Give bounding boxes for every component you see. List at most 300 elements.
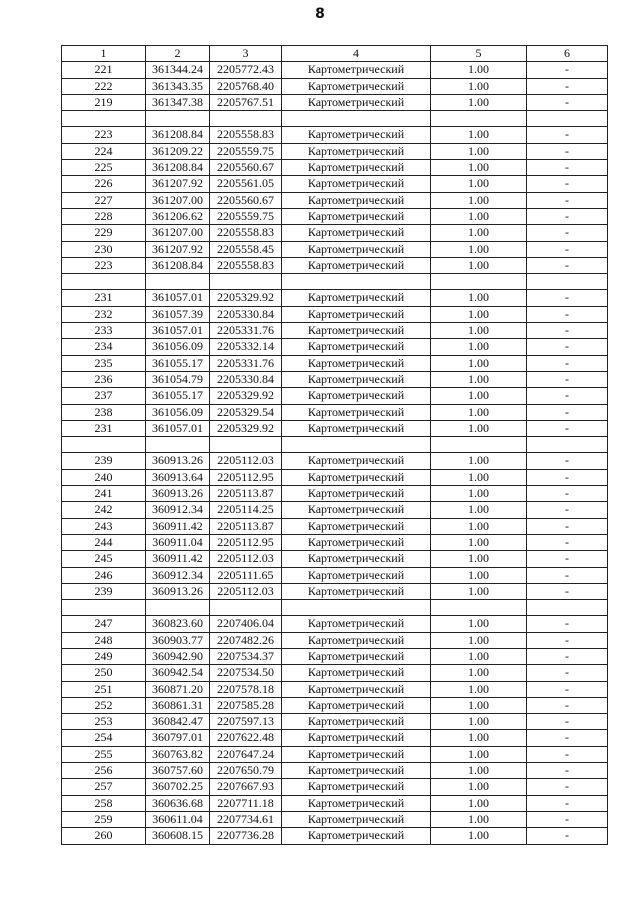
- table-row: [62, 828, 608, 844]
- table-row: [62, 143, 608, 159]
- description-cell: -: [527, 127, 608, 143]
- accuracy-cell: 1.00: [431, 551, 527, 567]
- accuracy-cell: 1.00: [431, 143, 527, 159]
- x-coordinate-cell: 361057.01: [146, 323, 210, 339]
- point-number-cell: 236: [62, 371, 146, 387]
- x-coordinate-cell: 361206.62: [146, 208, 210, 224]
- x-coordinate-cell: 361208.84: [146, 127, 210, 143]
- method-cell: Картометрический: [282, 241, 431, 257]
- accuracy-cell: [431, 437, 527, 453]
- y-coordinate-cell: 2207650.79: [210, 763, 282, 779]
- point-number-cell: 223: [62, 257, 146, 273]
- accuracy-cell: 1.00: [431, 779, 527, 795]
- method-cell: Картометрический: [282, 371, 431, 387]
- accuracy-cell: 1.00: [431, 355, 527, 371]
- accuracy-cell: 1.00: [431, 176, 527, 192]
- x-coordinate-cell: 360942.54: [146, 665, 210, 681]
- accuracy-cell: 1.00: [431, 795, 527, 811]
- table-row: [62, 746, 608, 762]
- x-coordinate-cell: 360763.82: [146, 746, 210, 762]
- y-coordinate-cell: [210, 111, 282, 127]
- x-coordinate-cell: 360871.20: [146, 681, 210, 697]
- y-coordinate-cell: 2207578.18: [210, 681, 282, 697]
- method-cell: Картометрический: [282, 469, 431, 485]
- accuracy-cell: 1.00: [431, 127, 527, 143]
- point-number-cell: 246: [62, 567, 146, 583]
- y-coordinate-cell: 2205330.84: [210, 371, 282, 387]
- point-number-cell: 221: [62, 62, 146, 78]
- table-row: [62, 665, 608, 681]
- y-coordinate-cell: 2205329.54: [210, 404, 282, 420]
- description-cell: -: [527, 241, 608, 257]
- y-coordinate-cell: 2205558.45: [210, 241, 282, 257]
- y-coordinate-cell: 2205329.92: [210, 388, 282, 404]
- point-number-cell: 241: [62, 486, 146, 502]
- method-cell: Картометрический: [282, 730, 431, 746]
- x-coordinate-cell: 360608.15: [146, 828, 210, 844]
- method-cell: Картометрический: [282, 486, 431, 502]
- point-number-cell: 225: [62, 160, 146, 176]
- x-coordinate-cell: 360911.42: [146, 518, 210, 534]
- point-number-cell: 254: [62, 730, 146, 746]
- y-coordinate-cell: 2205768.40: [210, 78, 282, 94]
- table-row: [62, 62, 608, 78]
- y-coordinate-cell: 2205329.92: [210, 420, 282, 436]
- table-row: [62, 420, 608, 436]
- x-coordinate-cell: 360636.68: [146, 795, 210, 811]
- method-cell: Картометрический: [282, 143, 431, 159]
- column-header: 5: [431, 46, 527, 62]
- table-row: [62, 583, 608, 599]
- y-coordinate-cell: 2205331.76: [210, 355, 282, 371]
- method-cell: Картометрический: [282, 160, 431, 176]
- point-number-cell: 245: [62, 551, 146, 567]
- description-cell: [527, 437, 608, 453]
- table-row: [62, 518, 608, 534]
- table-row: [62, 323, 608, 339]
- accuracy-cell: 1.00: [431, 697, 527, 713]
- y-coordinate-cell: 2205558.83: [210, 127, 282, 143]
- point-number-cell: 235: [62, 355, 146, 371]
- point-number-cell: 251: [62, 681, 146, 697]
- x-coordinate-cell: 361055.17: [146, 388, 210, 404]
- accuracy-cell: 1.00: [431, 502, 527, 518]
- method-cell: Картометрический: [282, 763, 431, 779]
- method-cell: Картометрический: [282, 176, 431, 192]
- method-cell: Картометрический: [282, 567, 431, 583]
- table-row: [62, 616, 608, 632]
- description-cell: -: [527, 208, 608, 224]
- description-cell: -: [527, 404, 608, 420]
- y-coordinate-cell: 2205331.76: [210, 323, 282, 339]
- y-coordinate-cell: 2207534.37: [210, 648, 282, 664]
- y-coordinate-cell: 2205330.84: [210, 306, 282, 322]
- accuracy-cell: 1.00: [431, 225, 527, 241]
- accuracy-cell: 1.00: [431, 62, 527, 78]
- accuracy-cell: 1.00: [431, 486, 527, 502]
- x-coordinate-cell: 361057.01: [146, 290, 210, 306]
- table-row: [62, 306, 608, 322]
- accuracy-cell: 1.00: [431, 241, 527, 257]
- description-cell: -: [527, 714, 608, 730]
- table-body: [62, 62, 608, 844]
- accuracy-cell: 1.00: [431, 420, 527, 436]
- x-coordinate-cell: 360911.42: [146, 551, 210, 567]
- point-number-cell: 219: [62, 94, 146, 110]
- y-coordinate-cell: [210, 600, 282, 616]
- x-coordinate-cell: 361207.92: [146, 176, 210, 192]
- table-row: [62, 290, 608, 306]
- description-cell: -: [527, 697, 608, 713]
- x-coordinate-cell: 360913.26: [146, 453, 210, 469]
- method-cell: Картометрический: [282, 127, 431, 143]
- y-coordinate-cell: 2205112.03: [210, 551, 282, 567]
- accuracy-cell: 1.00: [431, 730, 527, 746]
- y-coordinate-cell: 2207734.61: [210, 811, 282, 827]
- point-number-cell: 253: [62, 714, 146, 730]
- table-row: [62, 730, 608, 746]
- accuracy-cell: 1.00: [431, 518, 527, 534]
- point-number-cell: 239: [62, 583, 146, 599]
- description-cell: -: [527, 160, 608, 176]
- x-coordinate-cell: 360757.60: [146, 763, 210, 779]
- accuracy-cell: 1.00: [431, 632, 527, 648]
- accuracy-cell: 1.00: [431, 453, 527, 469]
- accuracy-cell: 1.00: [431, 371, 527, 387]
- y-coordinate-cell: 2205111.65: [210, 567, 282, 583]
- point-number-cell: 243: [62, 518, 146, 534]
- y-coordinate-cell: 2205767.51: [210, 94, 282, 110]
- x-coordinate-cell: 361208.84: [146, 160, 210, 176]
- description-cell: -: [527, 502, 608, 518]
- y-coordinate-cell: 2205560.67: [210, 192, 282, 208]
- y-coordinate-cell: 2205559.75: [210, 208, 282, 224]
- table-row: [62, 714, 608, 730]
- separator-row: [62, 111, 608, 127]
- method-cell: Картометрический: [282, 648, 431, 664]
- description-cell: [527, 600, 608, 616]
- y-coordinate-cell: 2205112.95: [210, 469, 282, 485]
- accuracy-cell: 1.00: [431, 616, 527, 632]
- method-cell: Картометрический: [282, 518, 431, 534]
- x-coordinate-cell: 361343.35: [146, 78, 210, 94]
- description-cell: -: [527, 632, 608, 648]
- description-cell: -: [527, 371, 608, 387]
- point-number-cell: 237: [62, 388, 146, 404]
- description-cell: -: [527, 518, 608, 534]
- accuracy-cell: 1.00: [431, 160, 527, 176]
- table-row: [62, 811, 608, 827]
- method-cell: Картометрический: [282, 746, 431, 762]
- description-cell: [527, 111, 608, 127]
- accuracy-cell: 1.00: [431, 648, 527, 664]
- table-header-row: [62, 46, 608, 62]
- description-cell: -: [527, 62, 608, 78]
- description-cell: -: [527, 616, 608, 632]
- x-coordinate-cell: 360797.01: [146, 730, 210, 746]
- method-cell: [282, 600, 431, 616]
- method-cell: Картометрический: [282, 192, 431, 208]
- accuracy-cell: 1.00: [431, 290, 527, 306]
- point-number-cell: 228: [62, 208, 146, 224]
- x-coordinate-cell: 361054.79: [146, 371, 210, 387]
- accuracy-cell: 1.00: [431, 78, 527, 94]
- method-cell: Картометрический: [282, 534, 431, 550]
- x-coordinate-cell: 360911.04: [146, 534, 210, 550]
- accuracy-cell: 1.00: [431, 323, 527, 339]
- method-cell: Картометрический: [282, 583, 431, 599]
- description-cell: -: [527, 730, 608, 746]
- description-cell: -: [527, 323, 608, 339]
- table-row: [62, 160, 608, 176]
- table-row: [62, 388, 608, 404]
- y-coordinate-cell: 2207647.24: [210, 746, 282, 762]
- accuracy-cell: 1.00: [431, 746, 527, 762]
- table-row: [62, 371, 608, 387]
- table-row: [62, 192, 608, 208]
- point-number-cell: [62, 274, 146, 290]
- coordinates-table: [61, 45, 608, 845]
- accuracy-cell: 1.00: [431, 681, 527, 697]
- point-number-cell: 252: [62, 697, 146, 713]
- x-coordinate-cell: 360913.64: [146, 469, 210, 485]
- method-cell: Картометрический: [282, 714, 431, 730]
- table-row: [62, 681, 608, 697]
- table-row: [62, 225, 608, 241]
- point-number-cell: [62, 111, 146, 127]
- method-cell: Картометрический: [282, 323, 431, 339]
- y-coordinate-cell: 2207711.18: [210, 795, 282, 811]
- table-row: [62, 632, 608, 648]
- x-coordinate-cell: 361347.38: [146, 94, 210, 110]
- point-number-cell: 257: [62, 779, 146, 795]
- table-row: [62, 795, 608, 811]
- x-coordinate-cell: 361207.00: [146, 192, 210, 208]
- description-cell: -: [527, 225, 608, 241]
- x-coordinate-cell: 361207.92: [146, 241, 210, 257]
- accuracy-cell: 1.00: [431, 388, 527, 404]
- point-number-cell: [62, 600, 146, 616]
- point-number-cell: 239: [62, 453, 146, 469]
- x-coordinate-cell: 360912.34: [146, 567, 210, 583]
- description-cell: -: [527, 567, 608, 583]
- point-number-cell: 233: [62, 323, 146, 339]
- point-number-cell: 255: [62, 746, 146, 762]
- description-cell: -: [527, 534, 608, 550]
- y-coordinate-cell: 2205559.75: [210, 143, 282, 159]
- point-number-cell: 227: [62, 192, 146, 208]
- method-cell: Картометрический: [282, 388, 431, 404]
- description-cell: -: [527, 763, 608, 779]
- x-coordinate-cell: 361209.22: [146, 143, 210, 159]
- description-cell: -: [527, 290, 608, 306]
- point-number-cell: 242: [62, 502, 146, 518]
- accuracy-cell: 1.00: [431, 94, 527, 110]
- method-cell: [282, 111, 431, 127]
- y-coordinate-cell: 2207482.26: [210, 632, 282, 648]
- y-coordinate-cell: 2205560.67: [210, 160, 282, 176]
- point-number-cell: 222: [62, 78, 146, 94]
- separator-row: [62, 274, 608, 290]
- x-coordinate-cell: 360913.26: [146, 583, 210, 599]
- description-cell: -: [527, 94, 608, 110]
- point-number-cell: 259: [62, 811, 146, 827]
- method-cell: Картометрический: [282, 257, 431, 273]
- method-cell: Картометрический: [282, 795, 431, 811]
- method-cell: [282, 437, 431, 453]
- point-number-cell: 244: [62, 534, 146, 550]
- table-row: [62, 404, 608, 420]
- accuracy-cell: [431, 274, 527, 290]
- description-cell: [527, 274, 608, 290]
- description-cell: -: [527, 779, 608, 795]
- description-cell: -: [527, 665, 608, 681]
- y-coordinate-cell: 2205329.92: [210, 290, 282, 306]
- y-coordinate-cell: 2205561.05: [210, 176, 282, 192]
- method-cell: Картометрический: [282, 665, 431, 681]
- method-cell: [282, 274, 431, 290]
- description-cell: -: [527, 306, 608, 322]
- column-header: 4: [282, 46, 431, 62]
- point-number-cell: 249: [62, 648, 146, 664]
- table-row: [62, 567, 608, 583]
- method-cell: Картометрический: [282, 94, 431, 110]
- description-cell: -: [527, 828, 608, 844]
- description-cell: -: [527, 811, 608, 827]
- point-number-cell: 256: [62, 763, 146, 779]
- point-number-cell: 258: [62, 795, 146, 811]
- y-coordinate-cell: 2205772.43: [210, 62, 282, 78]
- description-cell: -: [527, 681, 608, 697]
- description-cell: -: [527, 420, 608, 436]
- page-number: 8: [315, 6, 325, 22]
- x-coordinate-cell: 360611.04: [146, 811, 210, 827]
- table-row: [62, 551, 608, 567]
- table-row: [62, 339, 608, 355]
- y-coordinate-cell: 2205558.83: [210, 225, 282, 241]
- description-cell: -: [527, 648, 608, 664]
- accuracy-cell: 1.00: [431, 192, 527, 208]
- method-cell: Картометрический: [282, 420, 431, 436]
- x-coordinate-cell: 361056.09: [146, 339, 210, 355]
- accuracy-cell: 1.00: [431, 714, 527, 730]
- point-number-cell: 231: [62, 290, 146, 306]
- table-row: [62, 763, 608, 779]
- x-coordinate-cell: 360842.47: [146, 714, 210, 730]
- x-coordinate-cell: [146, 111, 210, 127]
- table-row: [62, 697, 608, 713]
- description-cell: -: [527, 257, 608, 273]
- y-coordinate-cell: 2205113.87: [210, 486, 282, 502]
- x-coordinate-cell: [146, 600, 210, 616]
- x-coordinate-cell: 361055.17: [146, 355, 210, 371]
- table-row: [62, 648, 608, 664]
- accuracy-cell: 1.00: [431, 665, 527, 681]
- description-cell: -: [527, 551, 608, 567]
- point-number-cell: 248: [62, 632, 146, 648]
- method-cell: Картометрический: [282, 208, 431, 224]
- point-number-cell: 232: [62, 306, 146, 322]
- point-number-cell: 238: [62, 404, 146, 420]
- table-row: [62, 453, 608, 469]
- y-coordinate-cell: 2207534.50: [210, 665, 282, 681]
- y-coordinate-cell: 2205112.03: [210, 583, 282, 599]
- accuracy-cell: 1.00: [431, 339, 527, 355]
- y-coordinate-cell: 2205332.14: [210, 339, 282, 355]
- table-row: [62, 176, 608, 192]
- point-number-cell: 229: [62, 225, 146, 241]
- method-cell: Картометрический: [282, 551, 431, 567]
- table-row: [62, 257, 608, 273]
- y-coordinate-cell: 2207622.48: [210, 730, 282, 746]
- point-number-cell: 230: [62, 241, 146, 257]
- y-coordinate-cell: 2207406.04: [210, 616, 282, 632]
- accuracy-cell: 1.00: [431, 534, 527, 550]
- y-coordinate-cell: 2205113.87: [210, 518, 282, 534]
- point-number-cell: 250: [62, 665, 146, 681]
- x-coordinate-cell: [146, 274, 210, 290]
- x-coordinate-cell: 360942.90: [146, 648, 210, 664]
- method-cell: Картометрический: [282, 779, 431, 795]
- method-cell: Картометрический: [282, 811, 431, 827]
- x-coordinate-cell: 361056.09: [146, 404, 210, 420]
- accuracy-cell: 1.00: [431, 828, 527, 844]
- method-cell: Картометрический: [282, 306, 431, 322]
- x-coordinate-cell: 361057.39: [146, 306, 210, 322]
- point-number-cell: 234: [62, 339, 146, 355]
- x-coordinate-cell: 360861.31: [146, 697, 210, 713]
- x-coordinate-cell: 361208.84: [146, 257, 210, 273]
- column-header: 3: [210, 46, 282, 62]
- accuracy-cell: 1.00: [431, 583, 527, 599]
- table-row: [62, 486, 608, 502]
- accuracy-cell: 1.00: [431, 763, 527, 779]
- point-number-cell: 231: [62, 420, 146, 436]
- point-number-cell: 240: [62, 469, 146, 485]
- x-coordinate-cell: 360912.34: [146, 502, 210, 518]
- y-coordinate-cell: [210, 437, 282, 453]
- method-cell: Картометрический: [282, 290, 431, 306]
- description-cell: -: [527, 78, 608, 94]
- accuracy-cell: 1.00: [431, 257, 527, 273]
- method-cell: Картометрический: [282, 225, 431, 241]
- description-cell: -: [527, 453, 608, 469]
- accuracy-cell: 1.00: [431, 306, 527, 322]
- method-cell: Картометрический: [282, 453, 431, 469]
- x-coordinate-cell: 360903.77: [146, 632, 210, 648]
- x-coordinate-cell: 360823.60: [146, 616, 210, 632]
- separator-row: [62, 600, 608, 616]
- y-coordinate-cell: 2205558.83: [210, 257, 282, 273]
- y-coordinate-cell: 2205114.25: [210, 502, 282, 518]
- method-cell: Картометрический: [282, 502, 431, 518]
- table-row: [62, 502, 608, 518]
- column-header: 2: [146, 46, 210, 62]
- accuracy-cell: 1.00: [431, 208, 527, 224]
- y-coordinate-cell: 2207667.93: [210, 779, 282, 795]
- point-number-cell: 224: [62, 143, 146, 159]
- method-cell: Картометрический: [282, 828, 431, 844]
- accuracy-cell: 1.00: [431, 811, 527, 827]
- description-cell: -: [527, 795, 608, 811]
- table-row: [62, 779, 608, 795]
- table-row: [62, 208, 608, 224]
- separator-row: [62, 437, 608, 453]
- description-cell: -: [527, 143, 608, 159]
- accuracy-cell: 1.00: [431, 404, 527, 420]
- column-header: 1: [62, 46, 146, 62]
- table-row: [62, 241, 608, 257]
